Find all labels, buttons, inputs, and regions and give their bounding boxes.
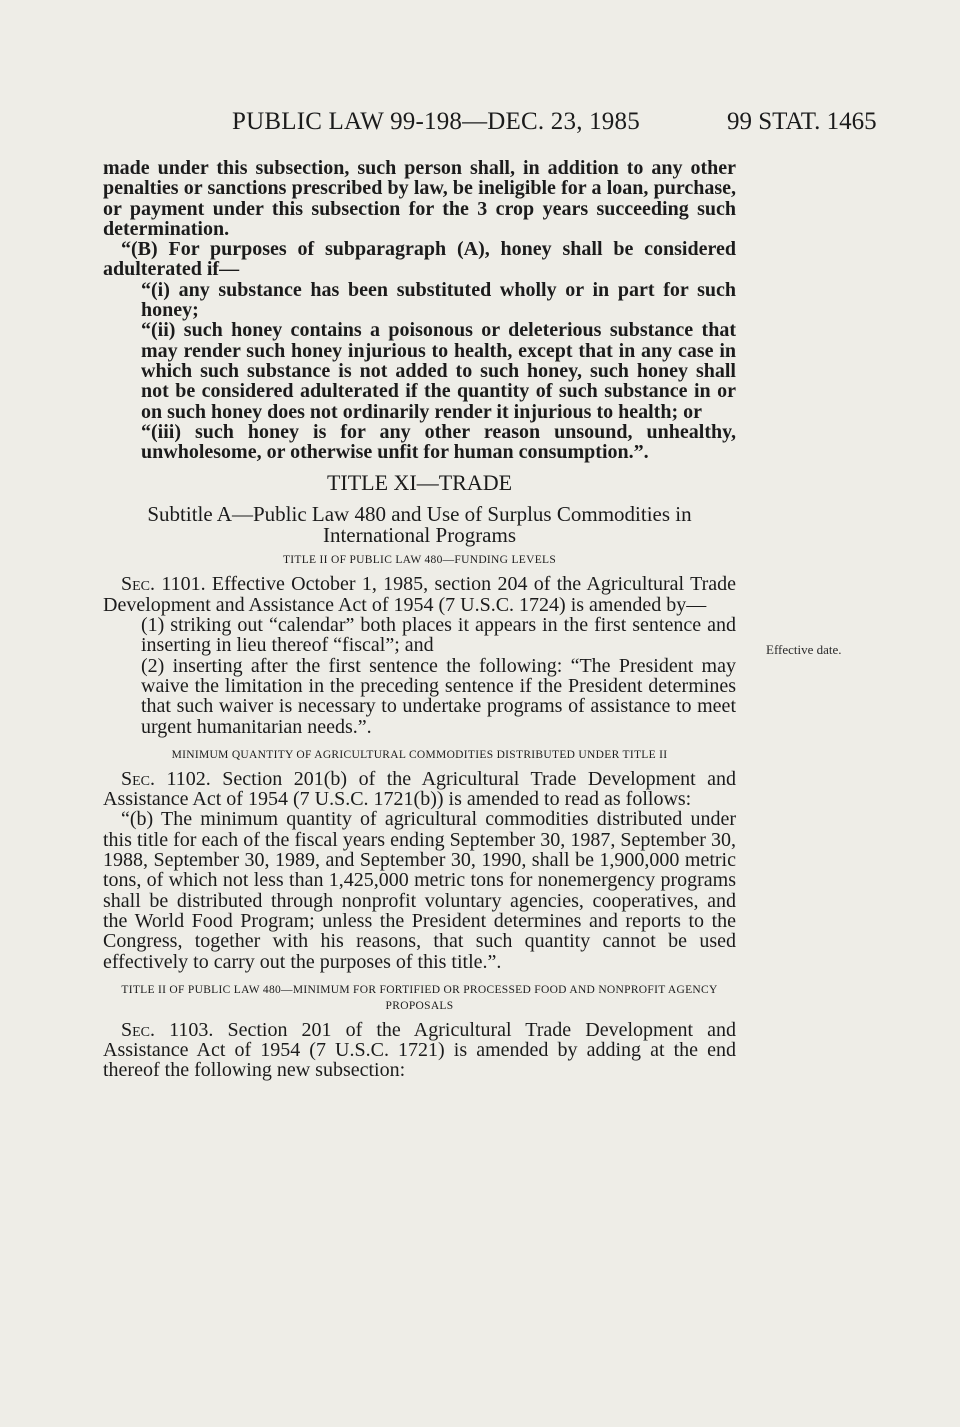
section-1101-heading: TITLE II OF PUBLIC LAW 480—FUNDING LEVELS xyxy=(282,554,557,567)
paragraph-continuation: made under this subsection, such person shall, in addition to any other penalties or sanctions prescribed by law, be ineligible for a loan, purchase, or payment under this subsection for the 3 crop years succeeding such determination. xyxy=(103,157,736,240)
header-stat-page: 99 STAT. 1465 xyxy=(727,108,877,135)
clause-ii: “(ii) such honey contains a poisonous or deleterious substance that may render such honey injurious to health, except that in any case in which such substance is not added to such honey, such honey shall not be considered adulterated if the quantity of such substance in or on such honey does not ordinarily render it injurious to health; or xyxy=(141,319,736,423)
section-1103-intro xyxy=(103,1020,736,1081)
section-1101-text: Effective October 1, 1985, section 204 of the Agricultural Trade Development and Assistance Act of 1954 (7 U.S.C. 1724) is amended by— xyxy=(103,573,736,616)
section-1101-label: Sec. 1101. xyxy=(121,573,206,596)
section-1102-text: Section 201(b) of the Agricultural Trade Development and Assistance Act of 1954 (7 U.S.C. 1721(b)) is amended to read as follows: xyxy=(103,767,737,811)
clause-i: “(i) any substance has been substituted wholly or in part for such honey; xyxy=(141,278,736,322)
section-1103-text: Section 201 of the Agricultural Trade Development and Assistance Act of 1954 (7 U.S.C. 1721) is amended by adding at the end thereof the following new subsection: xyxy=(103,1018,736,1082)
section-1102-quote: “(b) The minimum quantity of agricultural commodities distributed under this title for each of the fiscal years ending September 30, 1987, September 30, 1988, September 30, 1989, and September 30, 1990, shall be 1,900,000 metric tons, of which not less than 1,425,000 metric tons for nonemergency programs shall be distributed through nonprofit voluntary agencies, cooperatives, and the World Food Program; unless the President determines and reports to the Congress, together with his reasons, that such quantity cannot be used effectively to carry out the purposes of this title.”. xyxy=(103,808,736,973)
section-1101-item-2: (2) inserting after the first sentence the following: “The President may waive the limitation in the preceding sentence if the President determines that such waiver is necessary to undertake programs of assistance to meet urgent humanitarian needs.”. xyxy=(141,654,736,738)
paragraph-subparagraph-b: “(B) For purposes of subparagraph (A), honey shall be considered adulterated if— xyxy=(103,238,736,281)
section-1102-intro xyxy=(103,769,736,810)
section-1102-label: Sec. 1102. xyxy=(121,767,211,790)
document-body xyxy=(103,158,736,1081)
section-1101-intro xyxy=(103,574,736,615)
section-1102-heading: MINIMUM QUANTITY OF AGRICULTURAL COMMODITIES DISTRIBUTED UNDER TITLE II xyxy=(171,748,668,761)
title-heading: TITLE XI—TRADE xyxy=(326,470,513,496)
section-1101-item-1: (1) striking out “calendar” both places it appears in the first sentence and inserting in lieu thereof “fiscal”; and xyxy=(141,614,736,657)
page-header xyxy=(0,108,960,138)
header-citation: PUBLIC LAW 99-198—DEC. 23, 1985 xyxy=(232,108,640,135)
margin-note-effective-date: Effective date. xyxy=(766,642,842,657)
subtitle-heading: Subtitle A—Public Law 480 and Use of Surplus Commodities in International Programs xyxy=(147,502,692,548)
section-1103-label: Sec. 1103. xyxy=(121,1018,214,1041)
section-1103-heading: TITLE II OF PUBLIC LAW 480—MINIMUM FOR FORTIFIED OR PROCESSED FOOD AND NONPROFIT AGENCY PROPOSALS xyxy=(121,983,718,1012)
clause-iii: “(iii) such honey is for any other reason unsound, unhealthy, unwholesome, or otherwise unfit for human consumption.”. xyxy=(141,420,736,464)
